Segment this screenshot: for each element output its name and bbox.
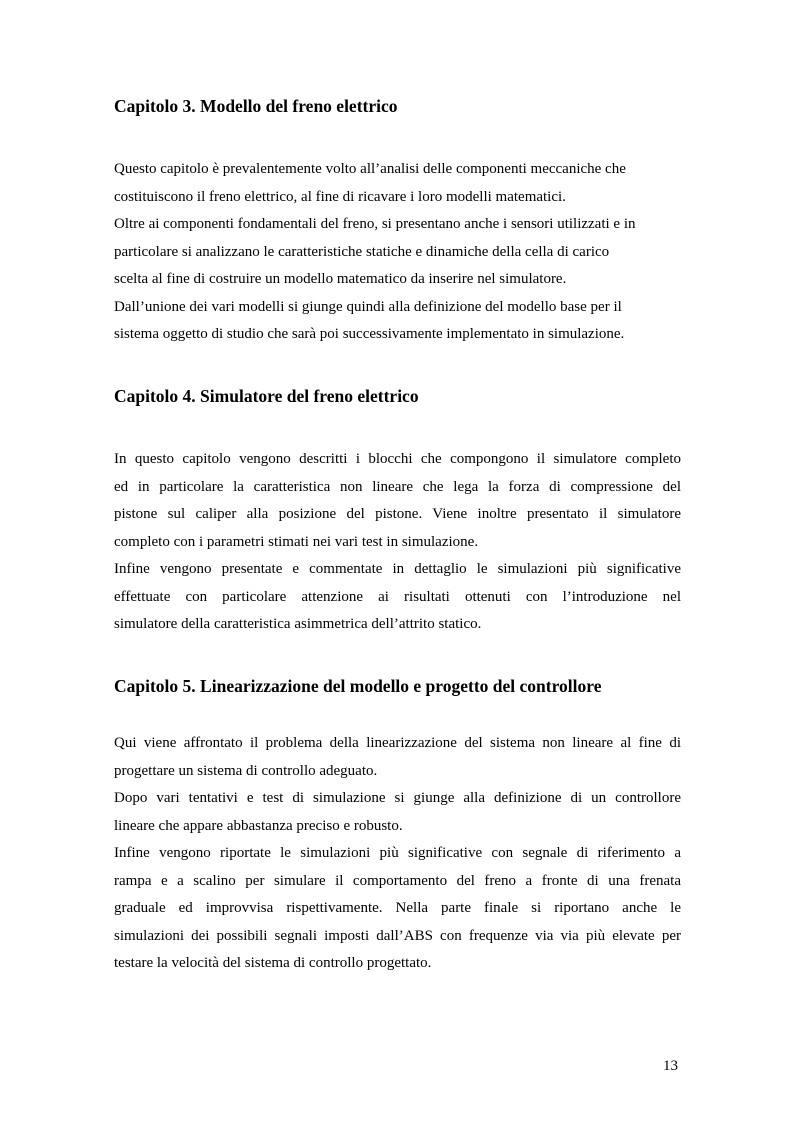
chapter-5-line: simulazioni dei possibili segnali imposti dall’ABS con frequenze via via più elevate per xyxy=(114,927,681,944)
chapter-5-line: Qui viene affrontato il problema della linearizzazione del sistema non lineare al fine di xyxy=(114,735,681,751)
chapter-5-line: Infine vengono riportate le simulazioni più significative con segnale di riferimento a xyxy=(114,845,681,861)
chapter-3-line: particolare si analizzano le caratteristiche statiche e dinamiche della cella di carico xyxy=(114,243,610,260)
chapter-5-line: graduale ed improvvisa rispettivamente. Nella parte finale si riportano anche le xyxy=(114,900,681,916)
chapter-3-line: sistema oggetto di studio che sarà poi successivamente implementato in simulazione. xyxy=(114,326,625,342)
chapter-4-title: Capitolo 4. Simulatore del freno elettrico xyxy=(114,386,419,406)
chapter-4-line: In questo capitolo vengono descritti i blocchi che compongono il simulatore completo xyxy=(114,451,681,467)
chapter-5-line: progettare un sistema di controllo adeguato. xyxy=(114,762,378,779)
chapter-4-line: Infine vengono presentate e commentate in dettaglio le simulazioni più significative xyxy=(114,561,681,577)
chapter-5-body xyxy=(114,730,681,978)
chapter-4-line: effettuate con particolare attenzione ai risultati ottenuti con l’introduzione nel xyxy=(114,588,681,605)
chapter-4-line: simulatore della caratteristica asimmetrica dell’attrito statico. xyxy=(114,616,482,632)
chapter-5-title: Capitolo 5. Linearizzazione del modello e progetto del controllore xyxy=(114,676,602,696)
chapter-4-line: pistone sul caliper alla posizione del pistone. Viene inoltre presentato il simulatore xyxy=(114,506,681,522)
chapter-3-title: Capitolo 3. Modello del freno elettrico xyxy=(114,96,398,116)
chapter-5-line: lineare che appare abbastanza preciso e robusto. xyxy=(114,817,403,834)
chapter-4-body xyxy=(114,446,681,639)
page-number: 13 xyxy=(663,1058,678,1074)
chapter-3-line: Questo capitolo è prevalentemente volto all’analisi delle componenti meccaniche che xyxy=(114,161,626,177)
chapter-5-line: Dopo vari tentativi e test di simulazione si giunge alla definizione di un controllore xyxy=(114,790,681,806)
chapter-3-line: Oltre ai componenti fondamentali del freno, si presentano anche i sensori utilizzati e in xyxy=(114,216,636,232)
chapter-3-body xyxy=(114,156,681,349)
chapter-5-line: testare la velocità del sistema di controllo progettato. xyxy=(114,955,432,971)
chapter-3-line: Dall’unione dei vari modelli si giunge quindi alla definizione del modello base per il xyxy=(114,298,622,315)
chapter-5-line: rampa e a scalino per simulare il comportamento del freno a fronte di una frenata xyxy=(114,872,681,889)
chapter-3-line: scelta al fine di costruire un modello matematico da inserire nel simulatore. xyxy=(114,271,567,287)
chapter-3-line: costituiscono il freno elettrico, al fine di ricavare i loro modelli matematici. xyxy=(114,188,566,205)
chapter-4-line: ed in particolare la caratteristica non lineare che lega la forza di compressione del xyxy=(114,478,681,495)
chapter-4-line: completo con i parametri stimati nei vari test in simulazione. xyxy=(114,533,479,550)
